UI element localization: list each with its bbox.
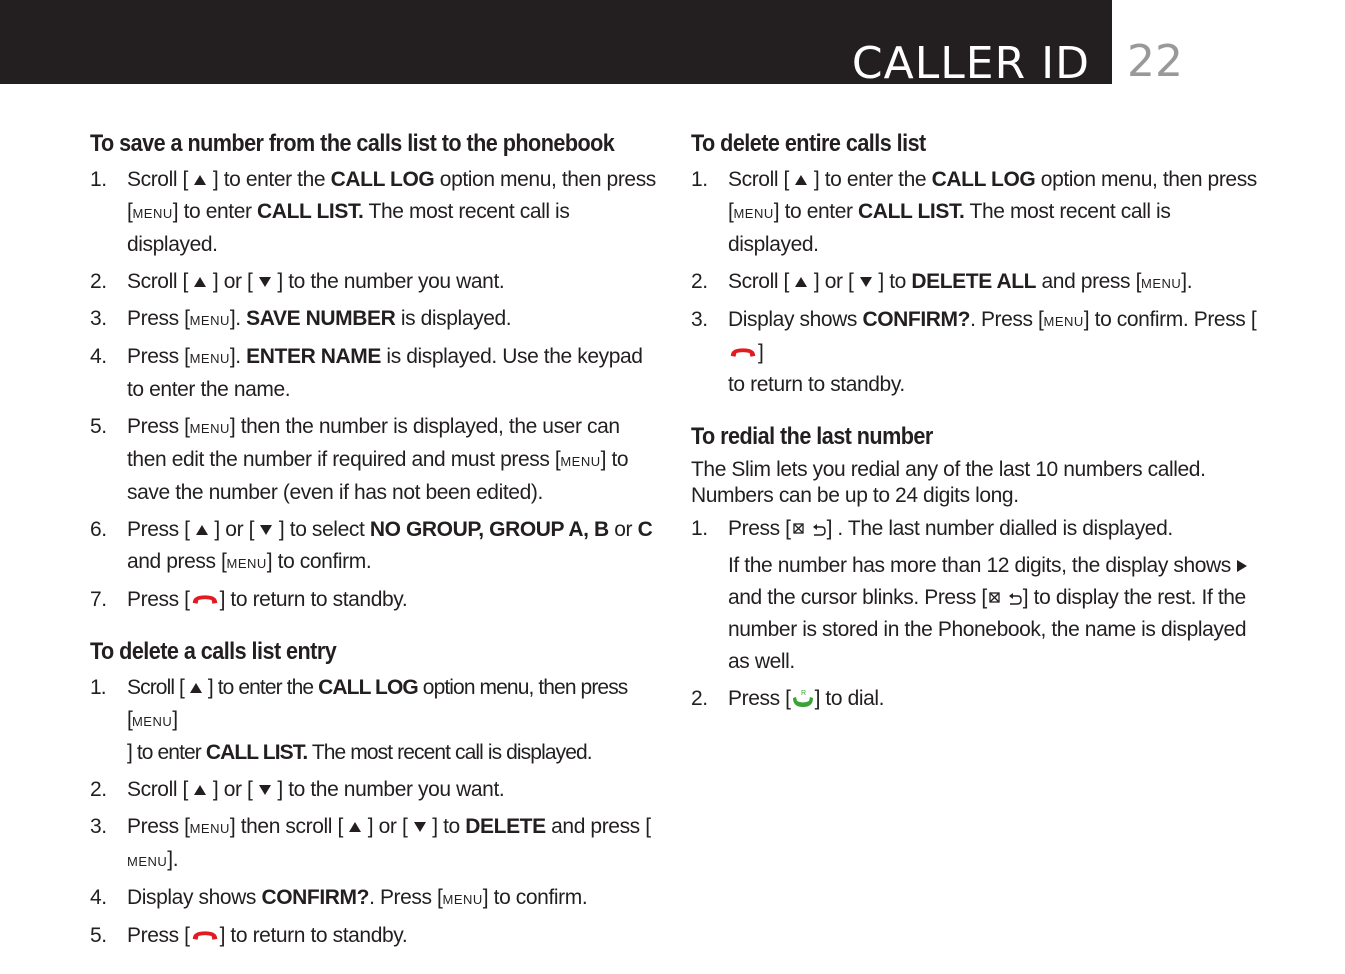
menu-key: menu bbox=[189, 417, 230, 438]
list-item: 7. Press [ ] to return to standby. bbox=[90, 588, 408, 611]
up-arrow-icon bbox=[348, 821, 362, 833]
section-heading: To delete entire calls list bbox=[691, 130, 926, 157]
list-item: 3. Press [menu] then scroll [ ] or [ ] to DELETE and press [ menu]. bbox=[90, 815, 651, 871]
menu-key: menu bbox=[1141, 272, 1182, 293]
page-title: CALLER ID bbox=[851, 38, 1090, 89]
talk-icon bbox=[791, 688, 815, 710]
header-bar bbox=[0, 0, 1112, 89]
down-arrow-icon bbox=[413, 821, 427, 833]
list-item: 5. Press [menu] then the number is displayed, the user can then edit the number if required and must press [menu] to save the number (even if has not been edited). bbox=[90, 415, 629, 504]
redial-section bbox=[691, 423, 1266, 715]
right-arrow-icon bbox=[1236, 559, 1248, 573]
menu-key: menu bbox=[442, 888, 483, 909]
steps-list bbox=[691, 164, 1266, 401]
section-heading: To save a number from the calls list to the phonebook bbox=[90, 130, 615, 157]
menu-key: menu bbox=[127, 850, 168, 871]
list-item: 2. Press [ ] to dial. bbox=[691, 687, 885, 710]
menu-key: menu bbox=[189, 817, 230, 838]
up-arrow-icon bbox=[189, 682, 203, 694]
redial-icon bbox=[791, 521, 827, 537]
up-arrow-icon bbox=[794, 276, 808, 288]
list-item: 5. Press [ ] to return to standby. bbox=[90, 924, 408, 947]
menu-key: menu bbox=[132, 202, 173, 223]
menu-key: menu bbox=[1043, 310, 1084, 331]
down-arrow-icon bbox=[258, 784, 272, 796]
down-arrow-icon bbox=[259, 524, 273, 536]
list-item: 1. Press [ ] . The last number dialled is displayed. If the number has more than 12 digits, the display shows and the cursor blinks. Press [ ] to display the rest. If the number is stored in the Phonebook, the name is displayed as well. bbox=[691, 513, 1266, 678]
page-number: 22 bbox=[1127, 36, 1183, 87]
up-arrow-icon bbox=[193, 174, 207, 186]
section-heading: To delete a calls list entry bbox=[90, 638, 337, 665]
list-item: 2. Scroll [ ] or [ ] to DELETE ALL and press [menu]. bbox=[691, 270, 1193, 293]
menu-key: menu bbox=[131, 710, 173, 731]
steps-list bbox=[90, 672, 660, 952]
right-column bbox=[691, 130, 1266, 737]
up-arrow-icon bbox=[195, 524, 209, 536]
down-arrow-icon bbox=[859, 276, 873, 288]
up-arrow-icon bbox=[193, 276, 207, 288]
end-call-icon bbox=[728, 345, 758, 361]
delete-all-section bbox=[691, 130, 1266, 401]
end-call-icon bbox=[190, 592, 220, 608]
list-item: 6. Press [ ] or [ ] to select NO GROUP, GROUP A, B or C and press [menu] to confirm. bbox=[90, 518, 653, 573]
up-arrow-icon bbox=[794, 174, 808, 186]
list-item: 2. Scroll [ ] or [ ] to the number you want. bbox=[90, 778, 505, 801]
menu-key: menu bbox=[733, 202, 774, 223]
list-item: 1. Scroll [ ] to enter the CALL LOG option menu, then press [menu] to enter CALL LIST. The most recent call is displayed. bbox=[691, 168, 1257, 256]
list-item: 2. Scroll [ ] or [ ] to the number you want. bbox=[90, 270, 505, 293]
up-arrow-icon bbox=[193, 784, 207, 796]
steps-list bbox=[691, 513, 1266, 715]
redial-icon bbox=[987, 590, 1023, 606]
end-call-icon bbox=[190, 928, 220, 944]
list-item: 3. Display shows CONFIRM?. Press [menu] to confirm. Press [] to return to standby. bbox=[691, 308, 1257, 396]
list-item: 4. Display shows CONFIRM?. Press [menu] to confirm. bbox=[90, 886, 588, 909]
menu-key: menu bbox=[560, 450, 601, 471]
section-heading: To redial the last number bbox=[691, 423, 933, 450]
list-item: 4. Press [menu]. ENTER NAME is displayed. Use the keypad to enter the name. bbox=[90, 345, 643, 401]
down-arrow-icon bbox=[258, 276, 272, 288]
menu-key: menu bbox=[189, 347, 230, 368]
list-item: 1. Scroll [ ] to enter the CALL LOG option menu, then press [menu] ] to enter CALL LIST. The most recent call is displayed. bbox=[90, 676, 628, 764]
delete-entry-section bbox=[90, 638, 660, 952]
list-item: 1. Scroll [ ] to enter the CALL LOG option menu, then press [menu] to enter CALL LIST. The most recent call is displayed. bbox=[90, 168, 656, 256]
menu-key: menu bbox=[226, 552, 267, 573]
intro-paragraph: The Slim lets you redial any of the last 10 numbers called. Numbers can be up to 24 digits long. bbox=[691, 458, 1206, 507]
left-column bbox=[90, 130, 660, 974]
menu-key: menu bbox=[189, 309, 230, 330]
save-number-section bbox=[90, 130, 660, 616]
steps-list bbox=[90, 164, 660, 616]
list-item: 3. Press [menu]. SAVE NUMBER is displayed. bbox=[90, 307, 512, 330]
